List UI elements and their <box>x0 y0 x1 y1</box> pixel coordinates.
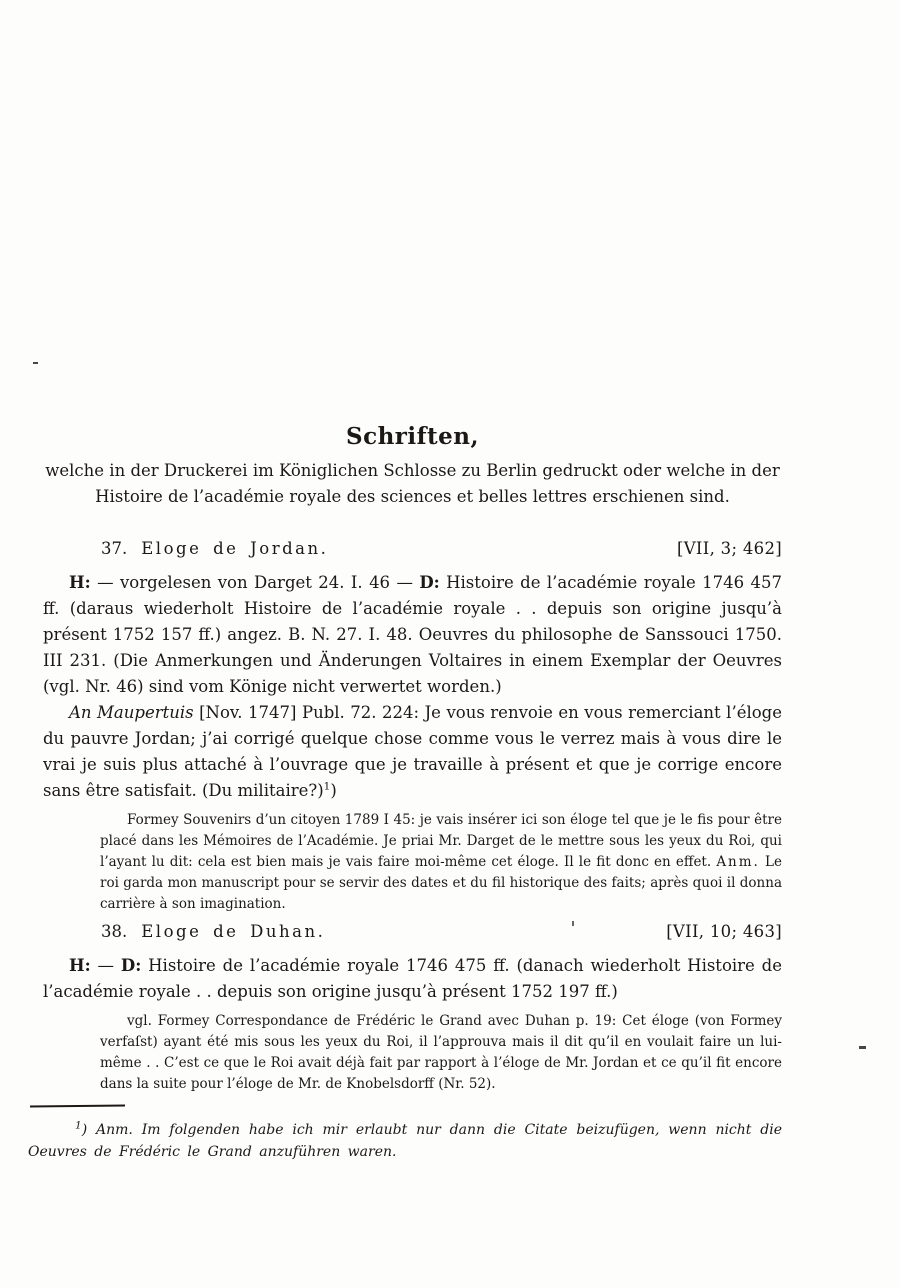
entry-37-heading-row <box>43 536 782 562</box>
entry-38-heading <box>101 919 325 945</box>
entry-37-note-paragraph <box>100 810 782 915</box>
entry-37-number: 37. <box>101 539 128 558</box>
siglum-d: D: <box>419 573 440 592</box>
siglum-h: H: <box>69 956 91 975</box>
footnote-marker: 1 <box>75 1119 82 1132</box>
subtitle-line-1: welche in der Druckerei im Königlichen Schlosse zu Berlin gedruckt oder welche in der <box>45 461 780 480</box>
page-subtitle <box>43 458 782 510</box>
scan-artifact <box>33 362 38 364</box>
entry-38-number: 38. <box>101 922 128 941</box>
entry-37-quote-paragraph <box>43 700 782 804</box>
subtitle-line-2: Histoire de l’académie royale des sciences et belles lettres erschienen sind. <box>95 487 730 506</box>
text-column <box>28 0 782 1163</box>
siglum-d-text: Histoire de l’académie royale 1746 457 ff. (daraus wiederholt Histoire de l’académie royale . . depuis son origine jusqu’à présent 1752 157 ff.) angez. B. N. 27. I. 48. Oeuvres du philosophe de Sanssouci 1750. III 231. (Die Anmerkungen und Änderungen Voltaires in einem Exemplar der Oeuvres (vgl. Nr. 46) sind vom Könige nicht verwertet worden.) <box>43 573 782 696</box>
entry-37-heading <box>101 536 328 562</box>
footnote <box>28 1119 782 1163</box>
quote-addressee: An Maupertuis <box>69 703 194 722</box>
footnote-text: Im folgenden habe ich mir erlaubt nur dann die Citate beizufügen, wenn nicht die Oeuvres de Frédéric le Grand anzuführen waren. <box>28 1122 782 1160</box>
siglum-d-text: Histoire de l’académie royale 1746 475 ff. (danach wiederholt Histoire de l’académie royale . . depuis son origine jusqu’à présent 1752 197 ff.) <box>43 956 782 1001</box>
siglum-d: D: <box>120 956 142 975</box>
entry-38-title: Eloge de Duhan. <box>141 922 326 941</box>
footnote-separator-rule <box>30 1105 125 1108</box>
anm-label: Anm. <box>716 854 760 870</box>
entry-38-note-paragraph <box>100 1011 782 1095</box>
quote-text: [Nov. 1747] Publ. 72. 224: Je vous renvoie en vous remerciant l’éloge du pauvre Jordan; j’ai corrigé quelque chose comme vous le verrez mais à vous dire le vrai je suis plus attaché à l’ouvrage que je travaille à présent et que je corrige encore sans être satisfait. (Du militaire?) <box>43 703 782 800</box>
footnote-anm-label: Anm. <box>96 1122 133 1138</box>
entry-38-heading-row <box>43 919 782 945</box>
footnote-reference: 1 <box>323 780 331 793</box>
entry-38 <box>43 919 782 1095</box>
entry-38-sigla-paragraph <box>43 953 782 1005</box>
footnote-marker-paren: ) <box>81 1122 88 1138</box>
siglum-h-text: — vorgelesen von Darget 24. I. 46 — <box>97 573 413 592</box>
note-text-part1: Formey Souvenirs d’un citoyen 1789 I 45: je vais insérer ici son éloge tel que je le fis pour être placé dans les Mémoires de l’Académie. Je priai Mr. Darget de le mettre sous les yeux du Roi, qui l’ayant lu dit: cela est bien mais je vais faire moi-même cet éloge. Il le fit donc en effet. <box>100 812 782 870</box>
entry-37-sigla-paragraph <box>43 570 782 700</box>
entry-37-title: Eloge de Jordan. <box>141 539 329 558</box>
note-text: vgl. Formey Correspondance de Frédéric le Grand avec Duhan p. 19: Cet éloge (von Formey verfaſst) ayant été mis sous les yeux du Roi, il l’approuva mais il dit qu’il en voulait faire un lui-même . . C’est ce que le Roi avait déjà fait par rapport à l’éloge de Mr. Jordan et ce qu’il fit encore dans la suite pour l’éloge de Mr. de Knobelsdorff (Nr. 52). <box>100 1013 782 1092</box>
footnote-reference-paren: ) <box>330 781 337 800</box>
entry-38-volume-ref: [VII, 10; 463] <box>666 922 782 941</box>
entry-37-volume-ref: [VII, 3; 462] <box>676 539 782 558</box>
scan-artifact <box>859 1046 866 1049</box>
siglum-h: H: <box>69 573 91 592</box>
note-text-part2: Le roi garda mon manuscript pour se servir des dates et du fil historique des faits; après quoi il donna carrière à son imagination. <box>100 854 782 912</box>
siglum-h-text: — <box>97 956 115 975</box>
entry-37 <box>43 536 782 915</box>
page-title: Schriften, <box>345 423 480 450</box>
